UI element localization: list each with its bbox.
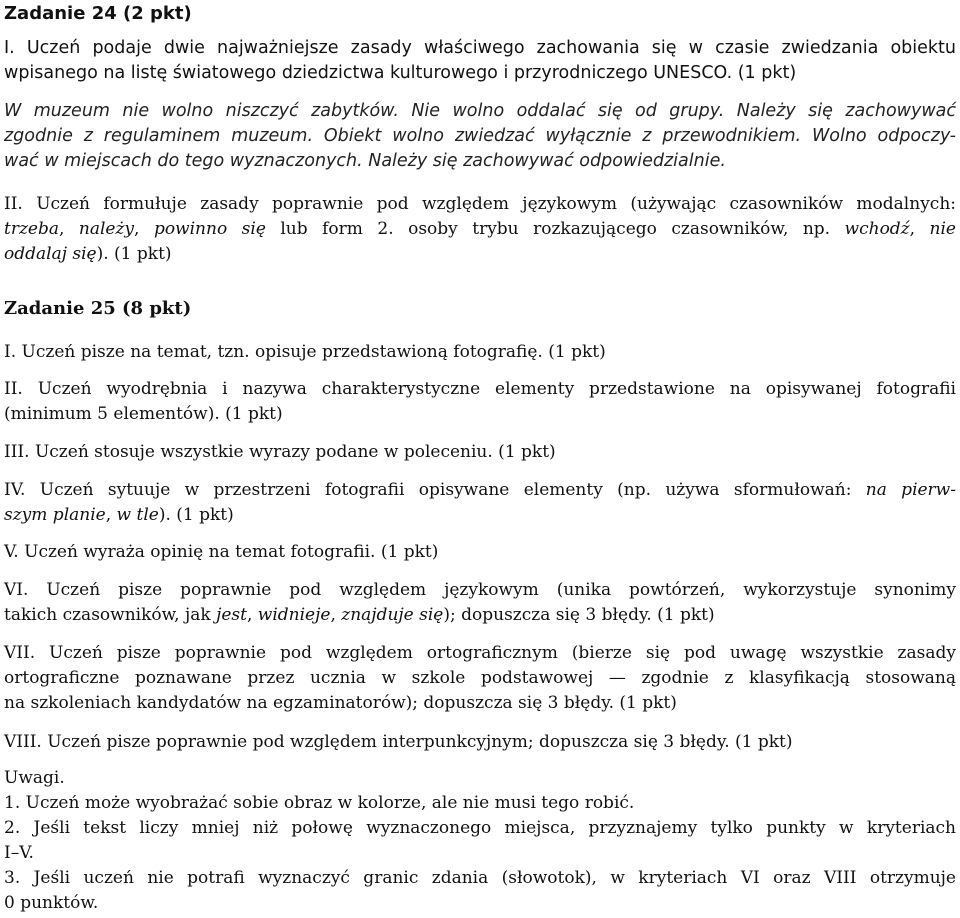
task-24-title: Zadanie 24 (2 pkt) [4,3,192,24]
modal-verb-example: należy [78,219,135,239]
imperative-example: oddalaj się [4,244,97,264]
task-25-criterion-2: II. Uczeń wyodrębnia i nazywa charakterystyczne elementy przedstawione na opisywanej fotografii (minimum 5 elementów). (1 pkt) [4,379,956,424]
notes-header: Uwagi. [4,768,65,788]
note-1: 1. Uczeń może wyobrażać sobie obraz w kolorze, ale nie musi tego robić. [4,793,635,813]
imperative-example: wchodź [844,219,910,239]
note-2: 2. Jeśli tekst liczy mniej niż połowę wyznaczonego miejsca, przyznajemy tylko punkty w kryteriach [4,818,956,838]
criterion-line: wpisanego na listę światowego dziedzictwa kulturowego i przyrodniczego UNESCO. (1 pkt) [4,63,797,83]
task-24-example-answer [4,99,956,174]
task-25-criterion-5: V. Uczeń wyraża opinię na temat fotografii. (1 pkt) [4,542,439,562]
notes-section [4,766,956,916]
criterion-line: II. Uczeń formułuje zasady poprawnie pod względem językowym (używając czasowników modalnych: [4,194,956,214]
example-line: W muzeum nie wolno niszczyć zabytków. Nie wolno oddalać się od grupy. Należy się zachowywać [4,101,956,121]
task-25-criterion-4: IV. Uczeń sytuuje w przestrzeni fotografii opisywane elementy (np. używa sformułowań: na pierw- szym planie, w tle). (1 pkt) [4,480,956,525]
task-25-criterion-6: VI. Uczeń pisze poprawnie pod względem językowym (unika powtórzeń, wykorzystuje synonimy takich czasowników, jak jest, widnieje, znajduje się); dopuszcza się 3 błędy. (1 pkt) [4,580,956,625]
criterion-line: trzeba, należy, powinno się lub form 2. osoby trybu rozkazującego czasowników, np. wchodź, nie [4,219,956,239]
note-3-continuation: 0 punktów. [4,893,99,913]
imperative-example: nie [929,219,956,239]
modal-verb-example: powinno się [153,219,266,239]
criterion-line: I. Uczeń podaje dwie najważniejsze zasady właściwego zachowania się w czasie zwiedzania obiektu [4,38,956,58]
task-25-criterion-8: VIII. Uczeń pisze poprawnie pod względem interpunkcyjnym; dopuszcza się 3 błędy. (1 pkt) [4,732,793,752]
modal-verb-example: trzeba [4,219,59,239]
note-3: 3. Jeśli uczeń nie potrafi wyznaczyć granic zdania (słowotok), w kryteriach VI oraz VIII otrzymuje [4,868,956,888]
example-line: wać w miejscach do tego wyznaczonych. Należy się zachowywać odpowiedzialnie. [4,151,726,171]
note-2-continuation: I–V. [4,843,34,863]
task-24-criterion-1 [4,36,956,86]
task-25-criterion-7: VII. Uczeń pisze poprawnie pod względem ortograficznym (bierze się pod uwagę wszystkie zasady ortograficzne poznawane przez ucznia w szkole podstawowej — zgodnie z klasyfikacją stosowaną na szkoleniach kandydatów na egzaminatorów); dopuszcza się 3 błędy. (1 pkt) [4,643,956,713]
example-line: zgodnie z regulaminem muzeum. Obiekt wolno zwiedzać wyłącznie z przewodnikiem. Wolno odpoczy- [4,126,956,146]
criterion-line: oddalaj się). (1 pkt) [4,244,172,264]
task-24-criterion-2 [4,192,956,267]
task-25-criterion-1: I. Uczeń pisze na temat, tzn. opisuje przedstawioną fotografię. (1 pkt) [4,342,606,362]
task-25-criterion-3: III. Uczeń stosuje wszystkie wyrazy podane w poleceniu. (1 pkt) [4,442,556,462]
task-25-title: Zadanie 25 (8 pkt) [4,298,192,319]
